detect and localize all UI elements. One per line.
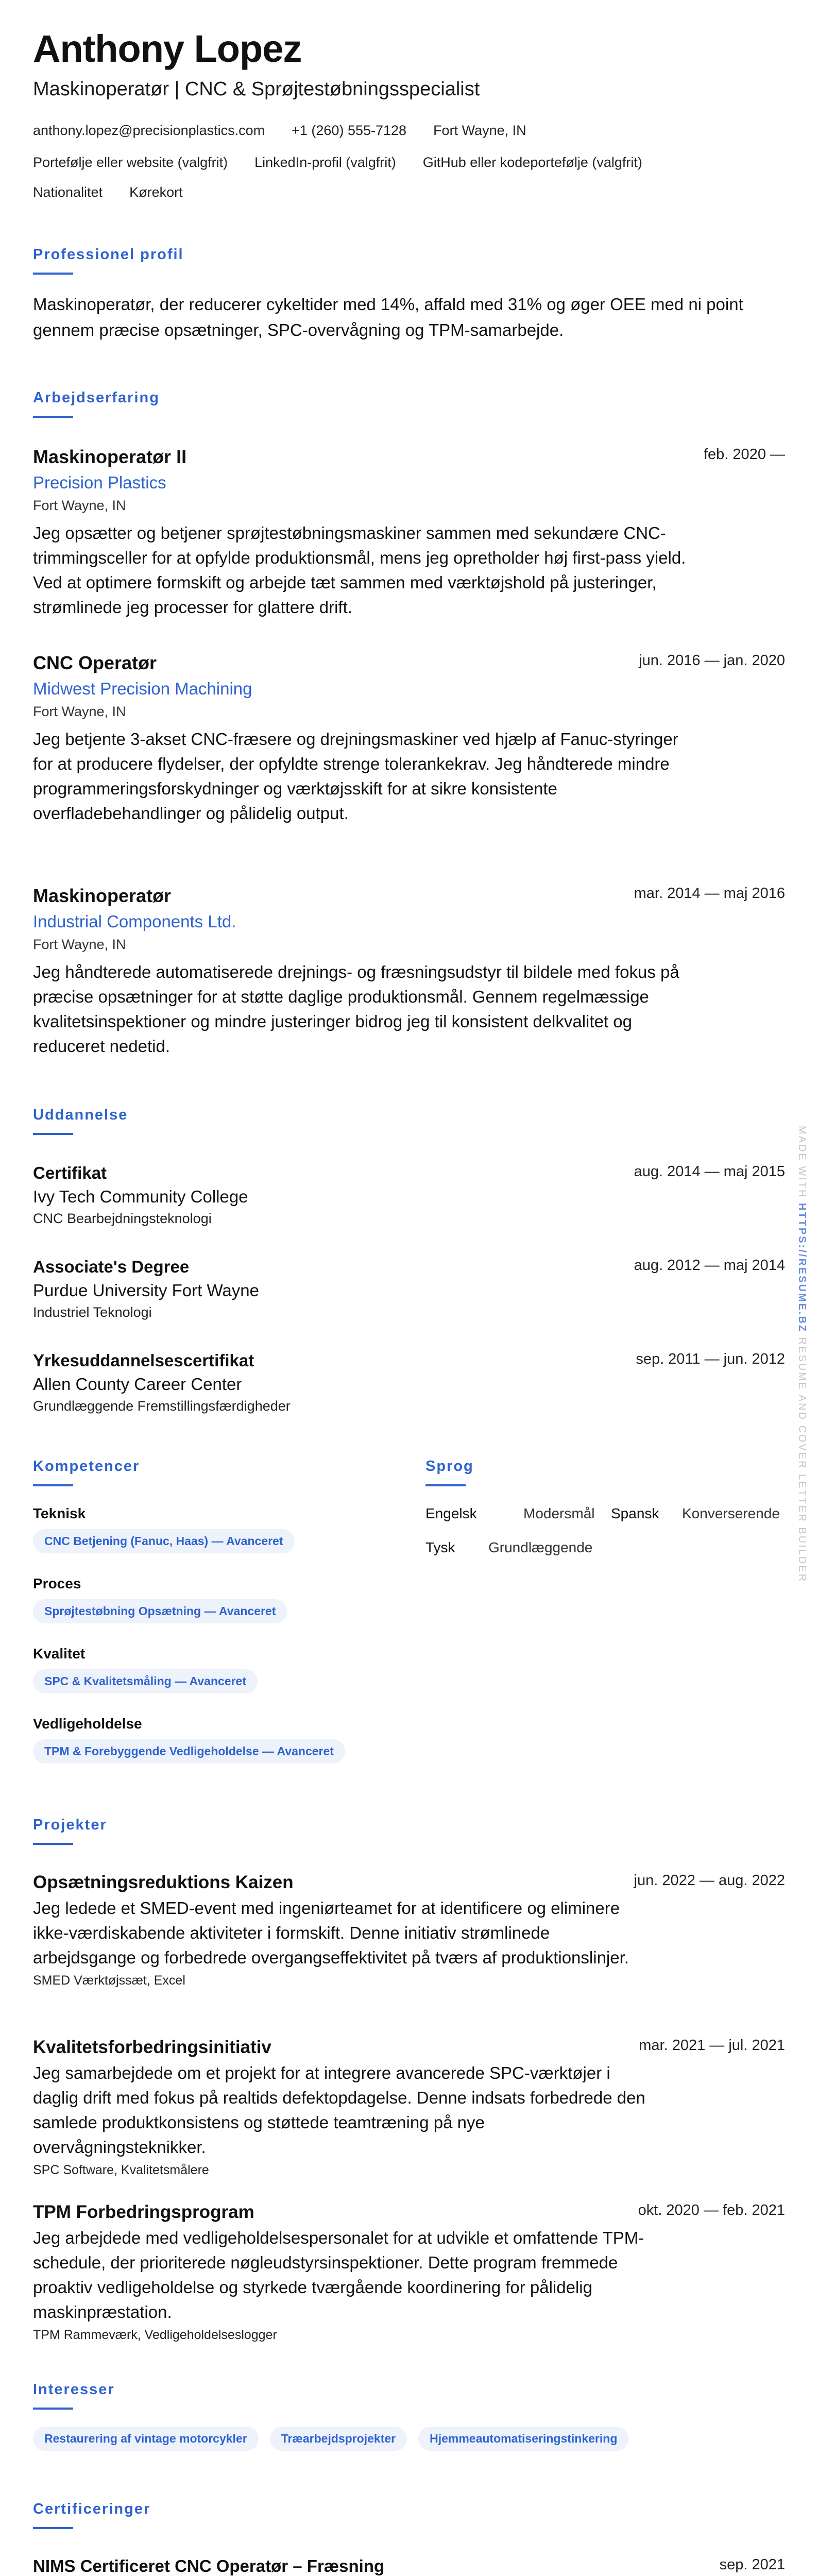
skills-section-heading [33, 1458, 140, 1486]
language-name: Spansk [611, 1505, 659, 1521]
watermark-suffix: RESUME AND COVER LETTER BUILDER [796, 1333, 808, 1583]
skill-group [33, 1716, 345, 1764]
interest-chip: Træarbejdsprojekter [270, 2427, 407, 2451]
institution-name: Purdue University Fort Wayne [33, 1281, 259, 1300]
profile-summary: Maskinoperatør, der reducerer cykeltider med 14%, affald med 31% og øger OEE med ni point gennem præcise opsætninger, SPC-overvågning og TPM-samarbejde. [33, 295, 743, 340]
language-name: Engelsk [425, 1505, 477, 1521]
skill-category: Kvalitet [33, 1646, 86, 1662]
section-rule [33, 1484, 73, 1486]
project-date: mar. 2021 — jul. 2021 [639, 2037, 785, 2054]
project-description: Jeg samarbejdede om et projekt for at integrere avancerede SPC-værktøjer i daglig drift med fokus på realtids defektopdagelse. Denne indsats forbedrede den samlede produktkonsistens og støttede teamtræning på nye overvågningsteknikker. [33, 2063, 645, 2157]
experience-entry [33, 652, 785, 826]
job-date: feb. 2020 — [704, 446, 785, 463]
job-title: CNC Operatør [33, 652, 157, 673]
candidate-name: Anthony Lopez [33, 27, 302, 70]
builder-watermark [796, 1126, 808, 1583]
experience-entry [33, 446, 785, 620]
education-date: aug. 2014 — maj 2015 [634, 1163, 785, 1180]
job-date: mar. 2014 — maj 2016 [634, 885, 785, 902]
languages-list [425, 1505, 786, 1573]
projects-section-heading [33, 1817, 107, 1845]
project-description: Jeg arbejdede med vedligeholdelsespersonalet for at udvikle et omfattende TPM-schedule, der prioriterede nøgleudstyrsinspektioner. Dette program fremmede proaktiv vedligeholdelse og styrkede tværgående koordinering for pålidelig maskinpræstation. [33, 2228, 644, 2321]
degree-title: Yrkesuddannelsescertifikat [33, 1351, 254, 1370]
watermark-link[interactable]: HTTPS://RESUME.BZ [796, 1203, 808, 1333]
field-of-study: Grundlæggende Fremstillingsfærdigheder [33, 1398, 291, 1414]
section-rule [33, 2527, 73, 2529]
phone-text[interactable]: +1 (260) 555-7128 [292, 123, 407, 138]
skill-chip: Sprøjtestøbning Opsætning — Avanceret [33, 1599, 287, 1623]
language-row [425, 1539, 786, 1556]
skill-group [33, 1646, 258, 1693]
section-rule [33, 2408, 73, 2410]
section-rule [425, 1484, 466, 1486]
candidate-headline: Maskinoperatør | CNC & Sprøjtestøbningsspecialist [33, 78, 480, 100]
experience-section-heading [33, 389, 160, 418]
linkedin-link[interactable]: LinkedIn-profil (valgfrit) [254, 155, 396, 170]
project-tools: TPM Rammeværk, Vedligeholdelseslogger [33, 2328, 277, 2342]
field-of-study: Industriel Teknologi [33, 1304, 152, 1320]
project-tools: SMED Værktøjssæt, Excel [33, 1973, 185, 1988]
interests-section-heading [33, 2381, 115, 2410]
project-title: TPM Forbedringsprogram [33, 2202, 254, 2222]
section-title: Interesser [33, 2381, 115, 2398]
job-description: Jeg betjente 3-akset CNC-fræsere og drejningsmaskiner ved hjælp af Fanuc-styringer for at producere flydelser, der opfyldte strenge tolerankekrav. Jeg håndterede mindre programmeringsforskydninger og værktøjsskift for at sikre konsistente overfladebehandlinger og pålidelig output. [33, 730, 678, 823]
section-title: Certificeringer [33, 2501, 151, 2517]
website-link[interactable]: Portefølje eller website (valgfrit) [33, 155, 228, 170]
project-tools: SPC Software, Kvalitetsmålere [33, 2163, 209, 2177]
interest-chip: Hjemmeautomatiseringstinkering [418, 2427, 628, 2451]
job-location: Fort Wayne, IN [33, 704, 126, 719]
certification-entry [33, 2556, 785, 2576]
email-link[interactable]: anthony.lopez@precisionplastics.com [33, 123, 265, 138]
nationality-text: Nationalitet [33, 184, 103, 200]
skill-category: Vedligeholdelse [33, 1716, 142, 1732]
experience-entry [33, 885, 785, 1059]
job-title: Maskinoperatør [33, 885, 172, 906]
languages-section-heading [425, 1458, 474, 1486]
section-rule [33, 416, 73, 418]
job-description: Jeg opsætter og betjener sprøjtestøbningsmaskiner sammen med sekundære CNC-trimmingsceller for at opfylde produktionsmål, mens jeg opretholder høj first-pass yield. Ved at optimere formskift og arbejde tæt sammen med værktøjshold på justeringer, strømlinede jeg processer for glattere drift. [33, 523, 686, 617]
contact-row-1 [33, 123, 526, 139]
skill-chip: TPM & Forebyggende Vedligeholdelse — Avanceret [33, 1739, 345, 1764]
interest-chip: Restaurering af vintage motorcykler [33, 2427, 259, 2451]
section-title: Uddannelse [33, 1107, 128, 1123]
language-level: Modersmål [523, 1505, 595, 1521]
section-title: Professionel profil [33, 246, 184, 263]
job-company: Industrial Components Ltd. [33, 912, 236, 931]
project-date: okt. 2020 — feb. 2021 [638, 2202, 785, 2218]
job-company: Precision Plastics [33, 473, 166, 492]
github-link[interactable]: GitHub eller kodeportefølje (valgfrit) [422, 155, 642, 170]
project-date: jun. 2022 — aug. 2022 [634, 1872, 785, 1889]
institution-name: Ivy Tech Community College [33, 1187, 248, 1206]
language-name: Tysk [425, 1539, 455, 1555]
job-company: Midwest Precision Machining [33, 679, 252, 698]
skill-group [33, 1505, 295, 1553]
project-entry [33, 2202, 785, 2343]
section-rule [33, 1843, 73, 1845]
education-date: sep. 2011 — jun. 2012 [636, 1351, 785, 1367]
institution-name: Allen County Career Center [33, 1375, 242, 1394]
skill-category: Proces [33, 1575, 81, 1591]
job-location: Fort Wayne, IN [33, 498, 126, 513]
license-text: Kørekort [129, 184, 183, 200]
watermark-prefix: MADE WITH [796, 1126, 808, 1203]
job-description: Jeg håndterede automatiserede drejnings- og fræsningsudstyr til bildele med fokus på præcise opsætninger for at støtte daglige produktionsmål. Gennem regelmæssige kvalitetsinspektioner og mindre justeringer bidrog jeg til konsistent delkvalitet og reduceret nedetid. [33, 962, 679, 1056]
language-level: Grundlæggende [488, 1539, 593, 1555]
certification-title: NIMS Certificeret CNC Operatør – Fræsning [33, 2556, 385, 2575]
language-level: Konverserende [682, 1505, 780, 1521]
education-entry [33, 1163, 785, 1227]
job-date: jun. 2016 — jan. 2020 [639, 652, 785, 669]
certification-date: sep. 2021 [719, 2556, 785, 2573]
degree-title: Associate's Degree [33, 1257, 190, 1276]
job-title: Maskinoperatør II [33, 446, 187, 467]
skill-group [33, 1575, 287, 1623]
section-title: Kompetencer [33, 1458, 140, 1475]
job-location: Fort Wayne, IN [33, 937, 126, 952]
location-text: Fort Wayne, IN [433, 123, 526, 138]
section-rule [33, 273, 73, 275]
field-of-study: CNC Bearbejdningsteknologi [33, 1211, 212, 1226]
contact-row-3 [33, 184, 183, 200]
section-title: Sprog [425, 1458, 474, 1475]
education-entry [33, 1351, 785, 1414]
section-title: Arbejdserfaring [33, 389, 160, 406]
education-entry [33, 1257, 785, 1320]
education-date: aug. 2012 — maj 2014 [634, 1257, 785, 1274]
project-entry [33, 2037, 785, 2178]
project-description: Jeg ledede et SMED-event med ingeniørteamet for at identificere og eliminere ikke-værdiskabende aktiviteter i formskift. Denne initiativ strømlinede arbejdsgange og forbedrede overgangseffektivitet på tværs af produktionslinjer. [33, 1899, 629, 1967]
project-title: Opsætningsreduktions Kaizen [33, 1872, 294, 1892]
skill-chip: SPC & Kvalitetsmåling — Avanceret [33, 1669, 258, 1693]
project-title: Kvalitetsforbedringsinitiativ [33, 2037, 271, 2057]
contact-row-2 [33, 155, 642, 171]
skill-chip: CNC Betjening (Fanuc, Haas) — Avanceret [33, 1529, 295, 1553]
language-row [425, 1505, 786, 1522]
profile-section-heading [33, 246, 184, 275]
degree-title: Certifikat [33, 1163, 107, 1182]
section-rule [33, 1133, 73, 1135]
section-title: Projekter [33, 1817, 107, 1833]
project-entry [33, 1872, 785, 1988]
interests-list [33, 2427, 628, 2451]
certifications-section-heading [33, 2501, 150, 2529]
education-section-heading [33, 1107, 128, 1135]
skill-category: Teknisk [33, 1505, 86, 1521]
